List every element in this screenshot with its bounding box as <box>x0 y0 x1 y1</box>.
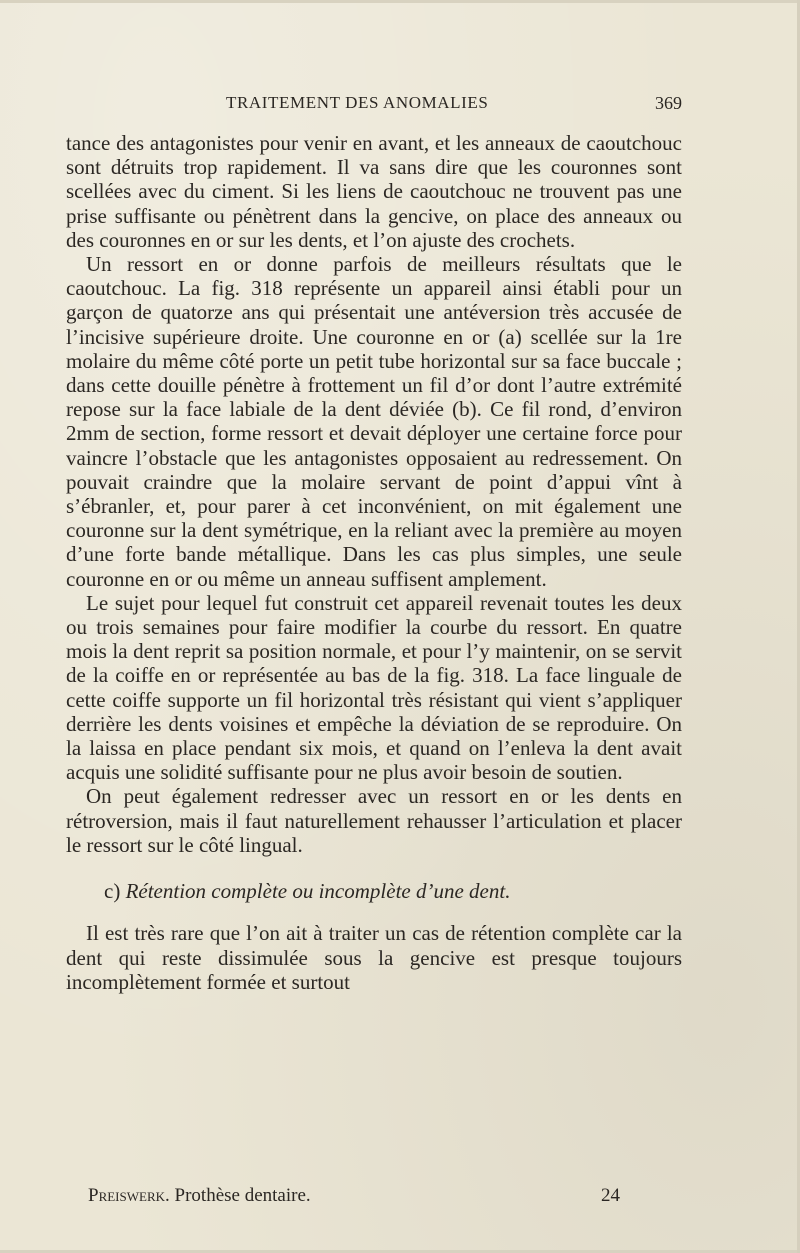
page-footer <box>88 1185 682 1211</box>
page-number: 369 <box>655 93 682 113</box>
section-title: Rétention complète ou incomplète d’une dent. <box>125 879 511 904</box>
page-header <box>66 93 682 119</box>
body-text <box>66 131 682 994</box>
footer-citation <box>88 1185 311 1207</box>
paragraph-3: Le sujet pour lequel fut construit cet appareil revenait toutes les deux ou trois semaines pour faire modifier la courbe du ressort. En quatre mois la dent reprit sa position normale, et pour l’y maintenir, on se servit de la coiffe en or représentée au bas de la fig. 318. La face linguale de cette coiffe supporte un fil horizontal très résistant qui vient s’appliquer derrière les dents voisines et empêche la déviation de se reproduire. On la laissa en place pendant six mois, et quand on l’enleva la dent avait acquis une solidité suffisante pour ne plus avoir besoin de soutien. <box>66 590 682 785</box>
footer-author: Preiswerk. <box>88 1185 170 1206</box>
paragraph-4: On peut également redresser avec un ressort en or les dents en rétroversion, mais il faut naturellement rehausser l’articulation et placer le ressort sur le côté lingual. <box>66 784 682 857</box>
signature-mark: 24 <box>601 1185 620 1206</box>
paragraph-5: Il est très rare que l’on ait à traiter un cas de rétention complète car la dent qui reste dissimulée sous la gencive est presque toujours incomplètement formée et surtout <box>66 921 682 994</box>
section-heading <box>66 879 682 903</box>
running-title: TRAITEMENT DES ANOMALIES <box>226 93 489 112</box>
footer-book-title: Prothèse dentaire. <box>174 1185 311 1206</box>
paragraph-2: Un ressort en or donne parfois de meilleurs résultats que le caoutchouc. La fig. 318 représente un appareil ainsi établi pour un garçon de quatorze ans qui présentait une antéversion très accusée de l’incisive supérieure droite. Une couronne en or (a) scellée sur la 1re molaire du même côté porte un petit tube horizontal sur sa face buccale ; dans cette douille pénètre à frottement un fil d’or dont l’autre extrémité repose sur la face labiale de la dent déviée (b). Ce fil rond, d’environ 2mm de section, forme ressort et devait déployer une certaine force pour vaincre l’obstacle que les antagonistes opposaient au redressement. On pouvait craindre que la molaire servant de point d’appui vînt à s’ébranler, et, pour parer à cet inconvénient, on mit également une couronne sur la dent symétrique, en la reliant avec la première au moyen d’une forte bande métallique. Dans les cas plus simples, une seule couronne en or ou même un anneau suffisent amplement. <box>66 252 682 591</box>
paragraph-1: tance des antagonistes pour venir en avant, et les anneaux de caoutchouc sont détruits trop rapidement. Il va sans dire que les couronnes sont scellées avec du ciment. Si les liens de caoutchouc ne trouvent pas une prise suffisante ou pénètrent dans la gencive, on place des anneaux ou des couronnes en or sur les dents, et l’on ajuste des crochets. <box>66 131 682 252</box>
section-label: c) <box>104 879 121 904</box>
